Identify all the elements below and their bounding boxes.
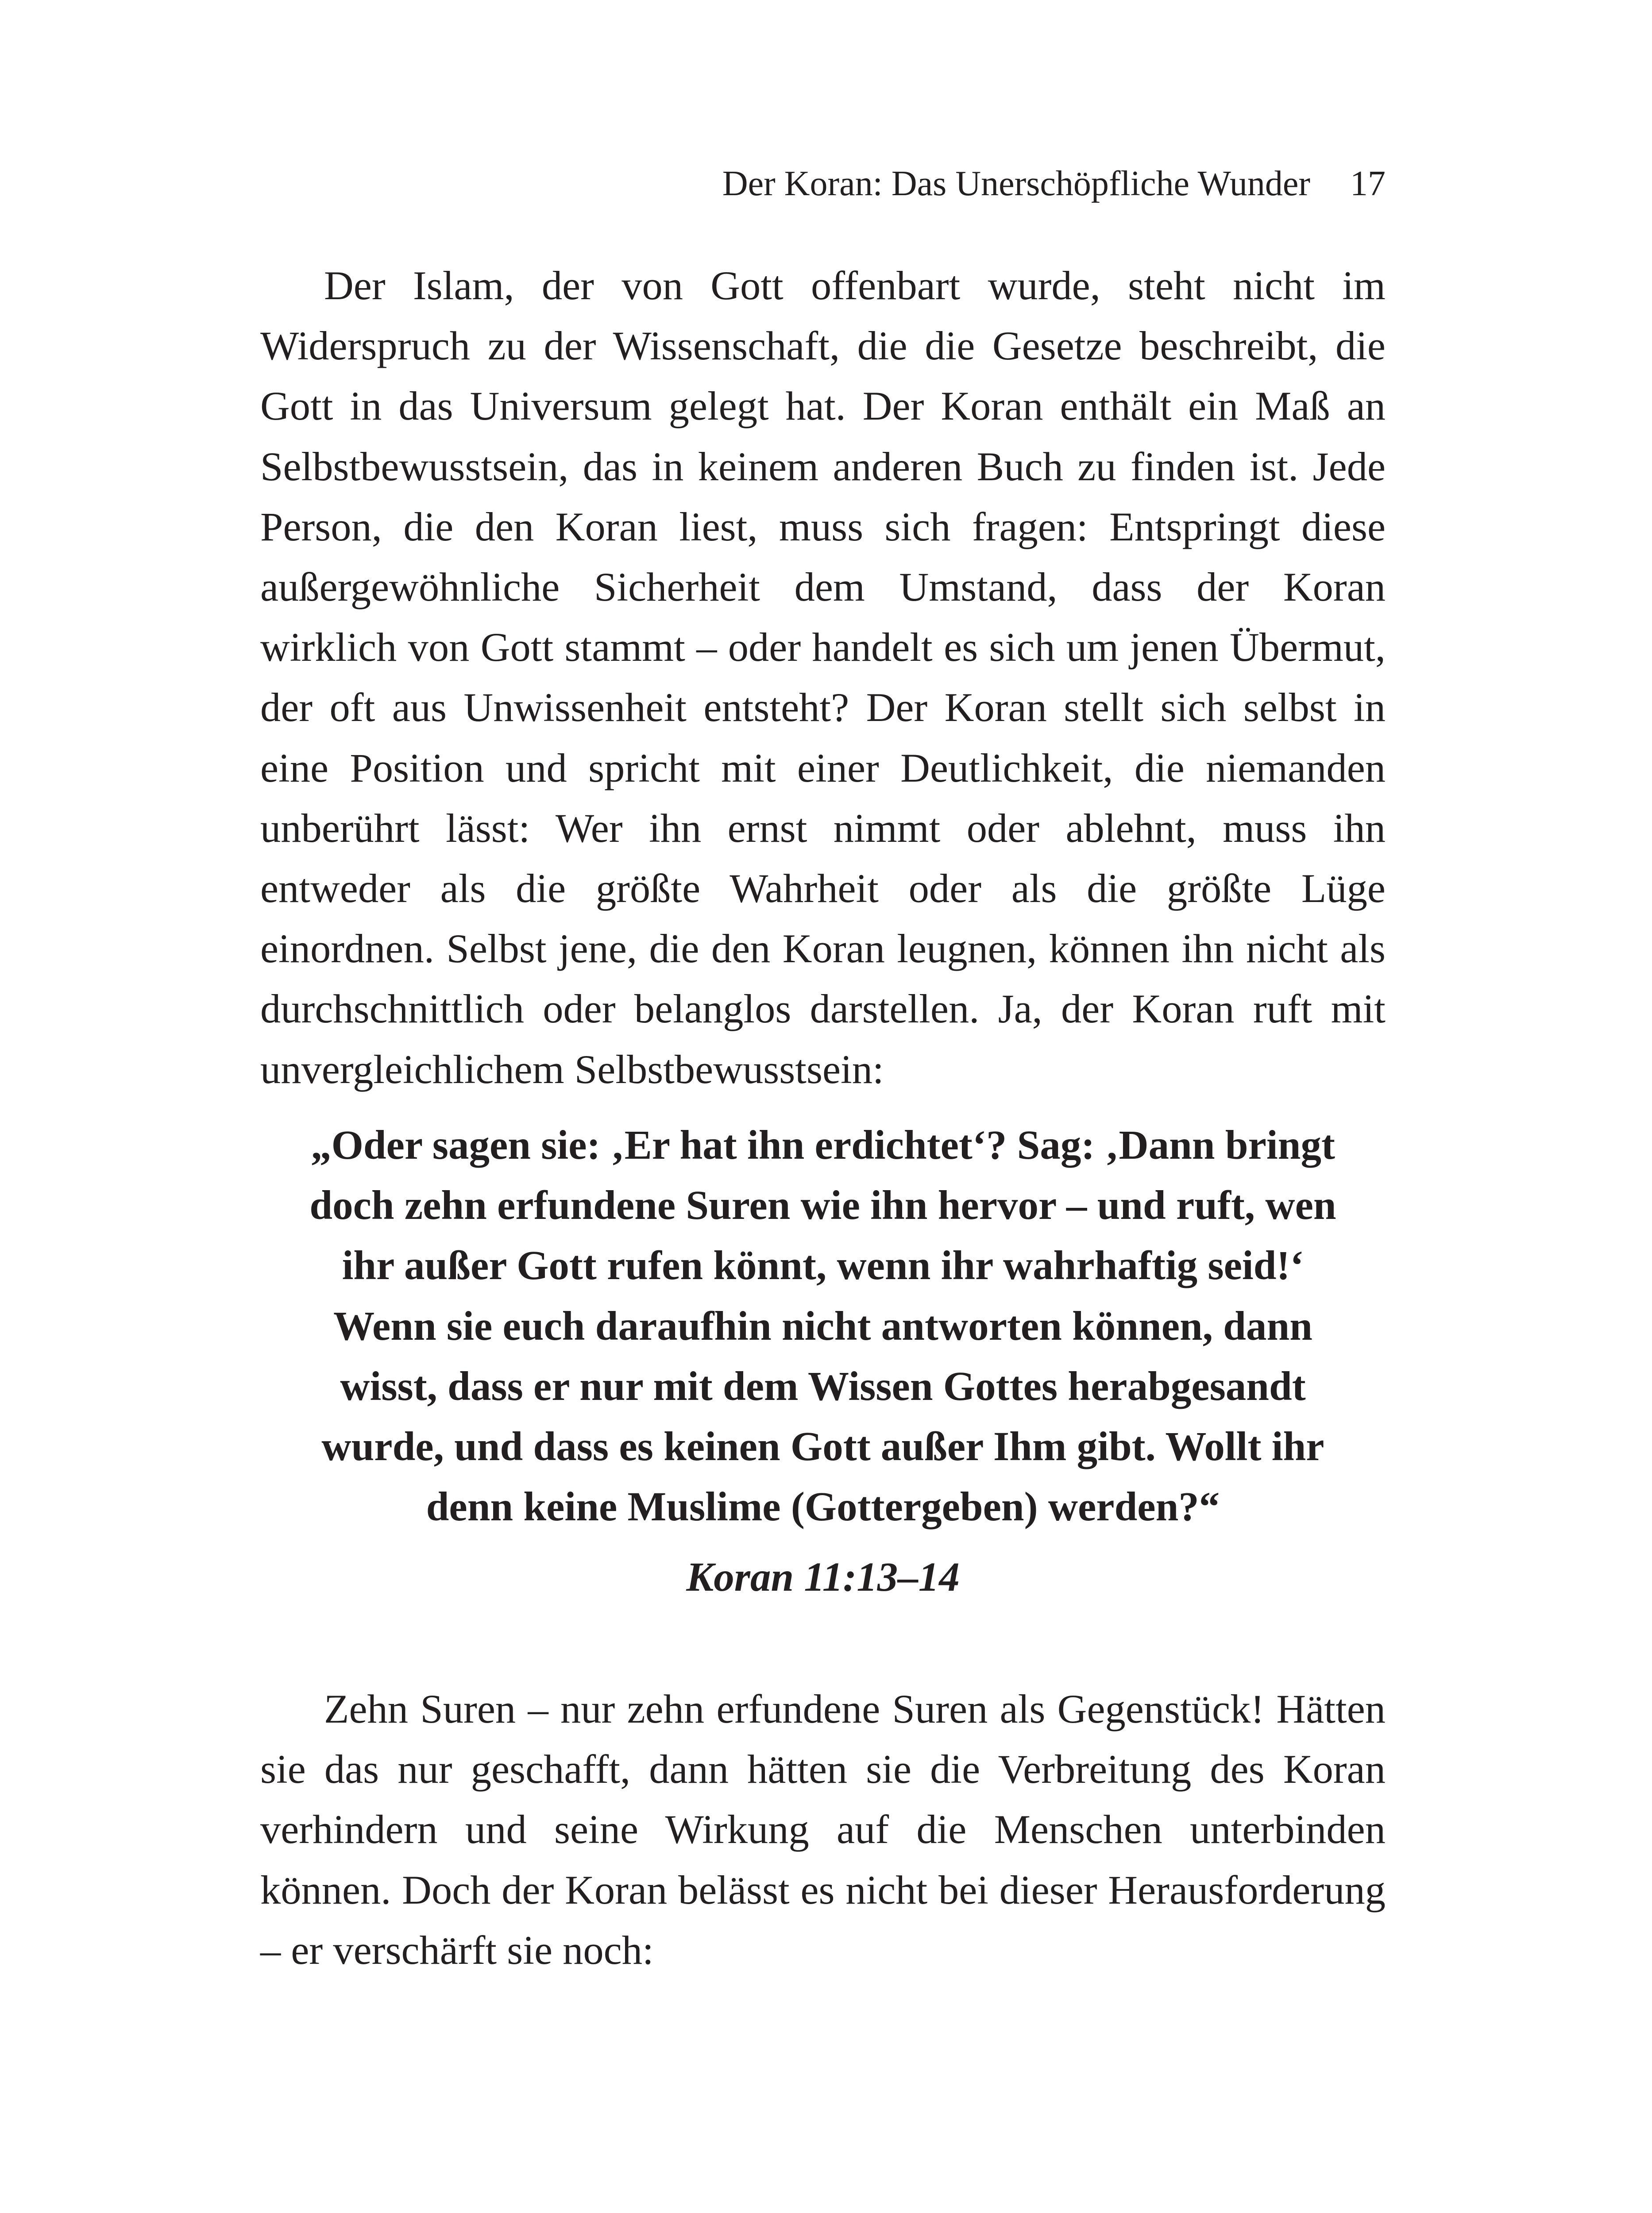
quran-quote [260,1115,1386,1537]
quote-line: doch zehn erfundene Suren wie ihn hervor – und ruft, wen [309,1183,1336,1229]
quote-line: wisst, dass er nur mit dem Wissen Gottes herabgesandt [340,1363,1306,1409]
quote-line: ihr außer Gott rufen könnt, wenn ihr wahrhaftig seid!‘ [342,1243,1304,1289]
quote-line: denn keine Muslime (Gottergeben) werden?“ [426,1484,1220,1530]
page-number: 17 [1350,164,1386,203]
paragraph-1: Der Islam, der von Gott offenbart wurde, steht nicht im Widerspruch zu der Wissenschaft, die die Gesetze beschreibt, die Gott in das Universum gelegt hat. Der Koran enthält ein Maß an Selbstbewusstsein, das in keinem anderen Buch zu finden ist. Jede Person, die den Koran liest, muss sich fragen: Entspringt diese außergewöhnliche Sicherheit dem Umstand, dass der Koran wirklich von Gott stammt – oder handelt es sich um jenen Übermut, der oft aus Unwissenheit entsteht? Der Koran stellt sich selbst in eine Position und spricht mit einer Deutlichkeit, die niemanden unberührt lässt: Wer ihn ernst nimmt oder ablehnt, muss ihn entweder als die größte Wahrheit oder als die größte Lüge einordnen. Selbst jene, die den Koran leugnen, können ihn nicht als durchschnittlich oder belanglos darstellen. Ja, der Koran ruft mit unvergleichlichem Selbstbewusstsein: [260,263,1386,1092]
quote-line: wurde, und dass es keinen Gott außer Ihm gibt. Wollt ihr [321,1424,1324,1470]
quote-line: Wenn sie euch daraufhin nicht antworten können, dann [333,1303,1312,1349]
running-head [260,159,1386,208]
quote-citation: Koran 11:13–14 [686,1554,960,1600]
quote-line: „Oder sagen sie: ‚Er hat ihn erdichtet‘? Sag: ‚Dann bringt [311,1122,1335,1168]
running-head-title: Der Koran: Das Unerschöpfliche Wunder [722,164,1310,203]
paragraph-2: Zehn Suren – nur zehn erfundene Suren als Gegenstück! Hätten sie das nur geschafft, dann hätten sie die Verbreitung des Koran verhindern und seine Wirkung auf die Menschen unterbinden können. Doch der Koran belässt es nicht bei dieser Herausforderung – er verschärft sie noch: [260,1687,1386,1973]
